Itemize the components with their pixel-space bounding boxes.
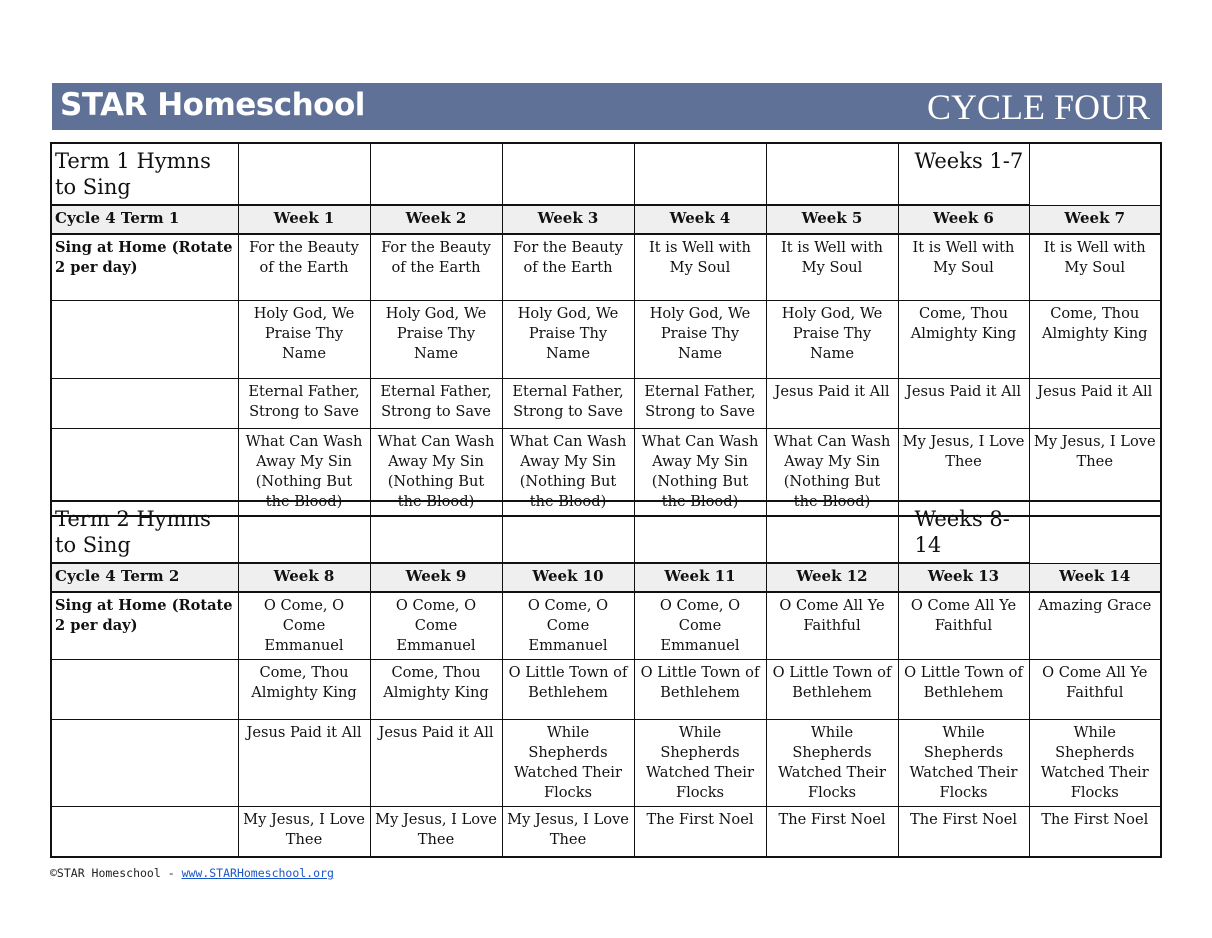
header-banner bbox=[52, 83, 1162, 130]
hymn-cell: For the Beauty of the Earth bbox=[502, 234, 634, 300]
hymn-cell: O Come, O Come Emmanuel bbox=[502, 592, 634, 660]
hymn-cell: Holy God, We Praise Thy Name bbox=[502, 300, 634, 378]
hymn-cell: The First Noel bbox=[1029, 807, 1161, 857]
hymn-cell: While Shepherds Watched Their Flocks bbox=[898, 720, 1029, 807]
term2-weeks-range: Weeks 8-14 bbox=[898, 501, 1029, 563]
hymn-cell: O Come, O Come Emmanuel bbox=[238, 592, 370, 660]
hymn-cell: It is Well with My Soul bbox=[898, 234, 1029, 300]
footer-copyright: ©STAR Homeschool - bbox=[50, 866, 182, 880]
hymn-cell: Eternal Father, Strong to Save bbox=[502, 378, 634, 428]
week-header: Week 13 bbox=[898, 563, 1029, 592]
hymn-cell: My Jesus, I Love Thee bbox=[502, 807, 634, 857]
hymn-cell: The First Noel bbox=[766, 807, 898, 857]
title-blank bbox=[238, 501, 370, 563]
hymn-cell: While Shepherds Watched Their Flocks bbox=[634, 720, 766, 807]
empty-label bbox=[51, 660, 238, 720]
title-blank bbox=[238, 143, 370, 205]
term1-title: Term 1 Hymns to Sing bbox=[51, 143, 238, 205]
hymn-cell: O Little Town of Bethlehem bbox=[502, 660, 634, 720]
hymn-cell: It is Well with My Soul bbox=[634, 234, 766, 300]
website-link[interactable]: www.STARHomeschool.org bbox=[181, 866, 334, 880]
cycle-title: CYCLE FOUR bbox=[926, 87, 1150, 127]
week-header: Week 8 bbox=[238, 563, 370, 592]
hymn-cell: O Little Town of Bethlehem bbox=[766, 660, 898, 720]
title-blank bbox=[370, 143, 502, 205]
hymn-cell: The First Noel bbox=[634, 807, 766, 857]
hymn-cell: My Jesus, I Love Thee bbox=[370, 807, 502, 857]
hymn-cell: Jesus Paid it All bbox=[370, 720, 502, 807]
hymn-cell: What Can Wash Away My Sin (Nothing But the Blood) bbox=[370, 428, 502, 516]
week-header: Week 9 bbox=[370, 563, 502, 592]
hymn-cell: Come, Thou Almighty King bbox=[1029, 300, 1161, 378]
sing-label: Sing at Home (Rotate 2 per day) bbox=[51, 234, 238, 300]
hymn-cell: While Shepherds Watched Their Flocks bbox=[1029, 720, 1161, 807]
hymn-cell: Holy God, We Praise Thy Name bbox=[634, 300, 766, 378]
footer bbox=[50, 866, 334, 880]
term1-table bbox=[50, 142, 1162, 517]
hymn-cell: O Come All Ye Faithful bbox=[1029, 660, 1161, 720]
hymn-cell: For the Beauty of the Earth bbox=[238, 234, 370, 300]
hymn-cell: O Little Town of Bethlehem bbox=[634, 660, 766, 720]
hymn-cell: Holy God, We Praise Thy Name bbox=[238, 300, 370, 378]
title-blank bbox=[634, 501, 766, 563]
hymn-cell: What Can Wash Away My Sin (Nothing But the Blood) bbox=[502, 428, 634, 516]
term2-title: Term 2 Hymns to Sing bbox=[51, 501, 238, 563]
hymn-cell: While Shepherds Watched Their Flocks bbox=[502, 720, 634, 807]
hymn-cell: It is Well with My Soul bbox=[766, 234, 898, 300]
empty-label bbox=[51, 720, 238, 807]
title-blank bbox=[502, 501, 634, 563]
hymn-cell: O Come, O Come Emmanuel bbox=[370, 592, 502, 660]
title-blank bbox=[766, 501, 898, 563]
sing-label: Sing at Home (Rotate 2 per day) bbox=[51, 592, 238, 660]
week-header: Week 12 bbox=[766, 563, 898, 592]
week-header: Week 10 bbox=[502, 563, 634, 592]
term1-row-header: Cycle 4 Term 1 bbox=[51, 205, 238, 234]
hymn-cell: O Come All Ye Faithful bbox=[766, 592, 898, 660]
hymn-cell: Eternal Father, Strong to Save bbox=[238, 378, 370, 428]
hymn-cell: It is Well with My Soul bbox=[1029, 234, 1161, 300]
week-header: Week 7 bbox=[1029, 205, 1161, 234]
title-blank bbox=[766, 143, 898, 205]
hymn-cell: O Little Town of Bethlehem bbox=[898, 660, 1029, 720]
week-header: Week 4 bbox=[634, 205, 766, 234]
week-header: Week 2 bbox=[370, 205, 502, 234]
hymn-cell: Holy God, We Praise Thy Name bbox=[370, 300, 502, 378]
hymn-cell: The First Noel bbox=[898, 807, 1029, 857]
hymn-cell: What Can Wash Away My Sin (Nothing But the Blood) bbox=[766, 428, 898, 516]
week-header: Week 5 bbox=[766, 205, 898, 234]
hymn-cell: Jesus Paid it All bbox=[766, 378, 898, 428]
hymn-cell: What Can Wash Away My Sin (Nothing But the Blood) bbox=[238, 428, 370, 516]
term1-weeks-range: Weeks 1-7 bbox=[898, 143, 1029, 205]
hymn-cell: O Come All Ye Faithful bbox=[898, 592, 1029, 660]
week-header: Week 3 bbox=[502, 205, 634, 234]
term2-row-header: Cycle 4 Term 2 bbox=[51, 563, 238, 592]
empty-label bbox=[51, 807, 238, 857]
week-header: Week 1 bbox=[238, 205, 370, 234]
hymn-cell: My Jesus, I Love Thee bbox=[898, 428, 1029, 516]
hymn-cell: Come, Thou Almighty King bbox=[238, 660, 370, 720]
hymn-cell: Amazing Grace bbox=[1029, 592, 1161, 660]
empty-label bbox=[51, 378, 238, 428]
hymn-cell: While Shepherds Watched Their Flocks bbox=[766, 720, 898, 807]
week-header: Week 14 bbox=[1029, 563, 1161, 592]
title-blank bbox=[502, 143, 634, 205]
hymn-cell: Come, Thou Almighty King bbox=[898, 300, 1029, 378]
hymn-cell: Eternal Father, Strong to Save bbox=[370, 378, 502, 428]
title-blank bbox=[634, 143, 766, 205]
hymn-cell: Holy God, We Praise Thy Name bbox=[766, 300, 898, 378]
hymn-cell: My Jesus, I Love Thee bbox=[238, 807, 370, 857]
hymn-cell: Eternal Father, Strong to Save bbox=[634, 378, 766, 428]
empty-label bbox=[51, 300, 238, 378]
hymn-cell: O Come, O Come Emmanuel bbox=[634, 592, 766, 660]
hymn-cell: Jesus Paid it All bbox=[238, 720, 370, 807]
week-header: Week 6 bbox=[898, 205, 1029, 234]
hymn-cell: Jesus Paid it All bbox=[1029, 378, 1161, 428]
hymn-cell: Jesus Paid it All bbox=[898, 378, 1029, 428]
hymn-cell: What Can Wash Away My Sin (Nothing But the Blood) bbox=[634, 428, 766, 516]
hymn-cell: My Jesus, I Love Thee bbox=[1029, 428, 1161, 516]
week-header: Week 11 bbox=[634, 563, 766, 592]
brand-title: STAR Homeschool bbox=[60, 87, 365, 123]
title-blank bbox=[370, 501, 502, 563]
term2-table bbox=[50, 500, 1162, 858]
hymn-cell: Come, Thou Almighty King bbox=[370, 660, 502, 720]
hymn-cell: For the Beauty of the Earth bbox=[370, 234, 502, 300]
